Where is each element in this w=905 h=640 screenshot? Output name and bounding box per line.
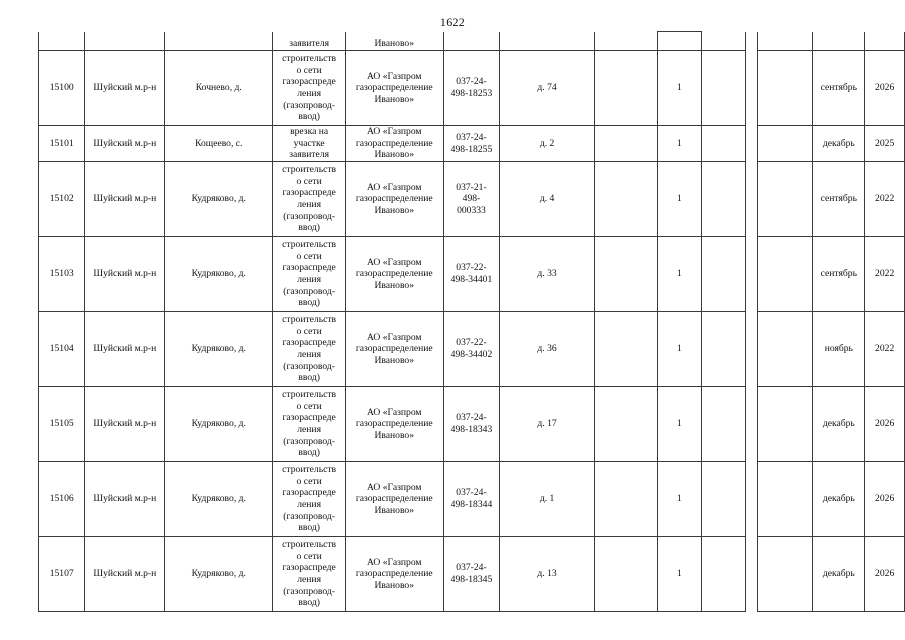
cell-org: АО «Газпром газораспределение Иваново» [345, 312, 443, 387]
cell-house: д. 17 [500, 387, 594, 462]
cell-house: д. 2 [500, 126, 594, 162]
cell-no: 15102 [39, 162, 85, 237]
cell-district: Шуйский м.р-н [85, 162, 165, 237]
cell-no: 15104 [39, 312, 85, 387]
cell-code: 037-21- 498- 000333 [443, 162, 500, 237]
table-row [39, 51, 905, 126]
cell-extra3 [757, 51, 813, 126]
cell-extra3 [757, 387, 813, 462]
cell-code [443, 32, 500, 51]
continuation-row [39, 32, 905, 51]
table-row [39, 387, 905, 462]
cell-org: АО «Газпром газораспределение Иваново» [345, 387, 443, 462]
cell-extra2 [701, 237, 746, 312]
cell-org: АО «Газпром газораспределение Иваново» [345, 162, 443, 237]
cell-extra3 [757, 32, 813, 51]
cell-qty: 1 [657, 162, 701, 237]
cell-extra2 [701, 51, 746, 126]
cell-gap [746, 162, 757, 237]
cell-district: Шуйский м.р-н [85, 462, 165, 537]
cell-no [39, 32, 85, 51]
cell-year: 2026 [865, 387, 905, 462]
cell-district: Шуйский м.р-н [85, 126, 165, 162]
cell-extra2 [701, 462, 746, 537]
cell-locality: Кочнево, д. [165, 51, 273, 126]
cell-org: Иваново» [345, 32, 443, 51]
cell-code: 037-24- 498-18345 [443, 537, 500, 612]
cell-district: Шуйский м.р-н [85, 312, 165, 387]
cell-org: АО «Газпром газораспределение Иваново» [345, 237, 443, 312]
cell-extra [594, 537, 657, 612]
cell-extra3 [757, 537, 813, 612]
cell-org: АО «Газпром газораспределение Иваново» [345, 51, 443, 126]
table-row [39, 312, 905, 387]
cell-no: 15100 [39, 51, 85, 126]
cell-qty: 1 [657, 312, 701, 387]
cell-extra3 [757, 126, 813, 162]
cell-month [813, 32, 865, 51]
cell-extra3 [757, 162, 813, 237]
cell-org: АО «Газпром газораспределение Иваново» [345, 126, 443, 162]
table-row [39, 537, 905, 612]
cell-extra [594, 126, 657, 162]
cell-locality: Кудряково, д. [165, 387, 273, 462]
cell-no: 15101 [39, 126, 85, 162]
cell-year: 2022 [865, 162, 905, 237]
cell-no: 15107 [39, 537, 85, 612]
cell-month: декабрь [813, 537, 865, 612]
cell-no: 15106 [39, 462, 85, 537]
cell-locality: Кудряково, д. [165, 537, 273, 612]
cell-locality: Кудряково, д. [165, 462, 273, 537]
cell-code: 037-24- 498-18255 [443, 126, 500, 162]
cell-qty: 1 [657, 387, 701, 462]
cell-gap [746, 537, 757, 612]
cell-house [500, 32, 594, 51]
cell-extra3 [757, 312, 813, 387]
cell-district [85, 32, 165, 51]
cell-extra3 [757, 237, 813, 312]
cell-house: д. 74 [500, 51, 594, 126]
cell-org: АО «Газпром газораспределение Иваново» [345, 462, 443, 537]
cell-district: Шуйский м.р-н [85, 537, 165, 612]
cell-extra [594, 32, 657, 51]
cell-locality: Кудряково, д. [165, 312, 273, 387]
cell-qty: 1 [657, 462, 701, 537]
table-row [39, 237, 905, 312]
cell-extra3 [757, 462, 813, 537]
cell-year: 2025 [865, 126, 905, 162]
cell-code: 037-22- 498-34402 [443, 312, 500, 387]
cell-month: декабрь [813, 126, 865, 162]
cell-code: 037-22- 498-34401 [443, 237, 500, 312]
cell-extra2 [701, 162, 746, 237]
table-row [39, 462, 905, 537]
cell-work: заявителя [273, 32, 346, 51]
cell-year: 2026 [865, 537, 905, 612]
cell-house: д. 1 [500, 462, 594, 537]
cell-extra [594, 312, 657, 387]
cell-locality: Кудряково, д. [165, 237, 273, 312]
cell-work: врезка на участке заявителя [273, 126, 346, 162]
cell-extra [594, 387, 657, 462]
cell-extra2 [701, 537, 746, 612]
cell-no: 15105 [39, 387, 85, 462]
cell-qty: 1 [657, 537, 701, 612]
cell-district: Шуйский м.р-н [85, 387, 165, 462]
cell-house: д. 13 [500, 537, 594, 612]
cell-qty [657, 32, 701, 51]
cell-work: строительств о сети газораспреде ления (газопровод- ввод) [273, 387, 346, 462]
cell-gap [746, 51, 757, 126]
page-number: 1622 [439, 15, 466, 29]
cell-month: сентябрь [813, 237, 865, 312]
cell-extra2 [701, 312, 746, 387]
cell-extra [594, 51, 657, 126]
cell-extra [594, 237, 657, 312]
cell-qty: 1 [657, 237, 701, 312]
cell-house: д. 4 [500, 162, 594, 237]
cell-extra2 [701, 126, 746, 162]
cell-work: строительств о сети газораспреде ления (газопровод- ввод) [273, 51, 346, 126]
cell-house: д. 36 [500, 312, 594, 387]
cell-code: 037-24- 498-18343 [443, 387, 500, 462]
cell-extra [594, 162, 657, 237]
table-body [39, 32, 905, 612]
cell-district: Шуйский м.р-н [85, 51, 165, 126]
cell-month: сентябрь [813, 162, 865, 237]
cell-locality [165, 32, 273, 51]
cell-month: сентябрь [813, 51, 865, 126]
cell-gap [746, 387, 757, 462]
cell-work: строительств о сети газораспреде ления (газопровод- ввод) [273, 537, 346, 612]
cell-qty: 1 [657, 51, 701, 126]
cell-work: строительств о сети газораспреде ления (газопровод- ввод) [273, 462, 346, 537]
cell-district: Шуйский м.р-н [85, 237, 165, 312]
table-row [39, 162, 905, 237]
cell-gap [746, 126, 757, 162]
cell-house: д. 33 [500, 237, 594, 312]
cell-month: ноябрь [813, 312, 865, 387]
cell-extra [594, 462, 657, 537]
cell-extra2 [701, 32, 746, 51]
cell-year: 2026 [865, 51, 905, 126]
cell-no: 15103 [39, 237, 85, 312]
cell-work: строительств о сети газораспреде ления (газопровод- ввод) [273, 312, 346, 387]
cell-gap [746, 312, 757, 387]
cell-year [865, 32, 905, 51]
cell-month: декабрь [813, 387, 865, 462]
cell-gap [746, 237, 757, 312]
table-row [39, 126, 905, 162]
cell-code: 037-24- 498-18253 [443, 51, 500, 126]
gas-connection-register-table [38, 31, 905, 612]
cell-gap [746, 32, 757, 51]
cell-year: 2022 [865, 237, 905, 312]
cell-gap [746, 462, 757, 537]
cell-locality: Кудряково, д. [165, 162, 273, 237]
cell-month: декабрь [813, 462, 865, 537]
cell-org: АО «Газпром газораспределение Иваново» [345, 537, 443, 612]
cell-work: строительств о сети газораспреде ления (газопровод- ввод) [273, 162, 346, 237]
cell-year: 2022 [865, 312, 905, 387]
cell-work: строительств о сети газораспреде ления (газопровод- ввод) [273, 237, 346, 312]
cell-year: 2026 [865, 462, 905, 537]
cell-code: 037-24- 498-18344 [443, 462, 500, 537]
cell-qty: 1 [657, 126, 701, 162]
cell-locality: Кощеево, с. [165, 126, 273, 162]
cell-extra2 [701, 387, 746, 462]
